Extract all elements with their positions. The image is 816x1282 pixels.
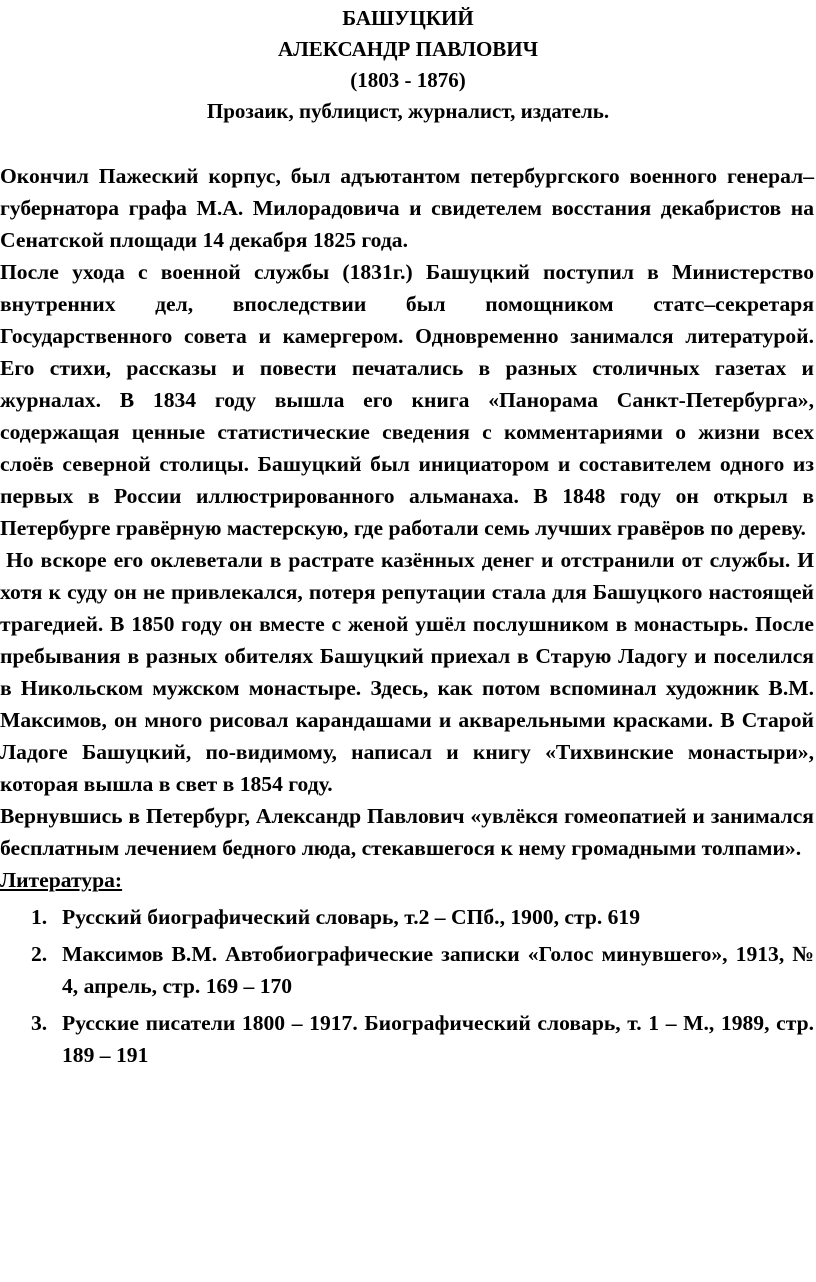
literature-item — [0, 938, 814, 1002]
literature-item — [0, 901, 814, 933]
literature-item-text: Максимов В.М. Автобиографические записки «Голос минувшего», 1913, № 4, апрель, стр. 169 – 170 — [62, 942, 814, 998]
literature-item — [0, 1007, 814, 1071]
literature-heading: Литература: — [0, 868, 123, 892]
author-name: АЛЕКСАНДР ПАВЛОВИЧ — [277, 37, 539, 61]
document-body — [0, 160, 814, 1076]
literature-item-number: 1. — [31, 905, 48, 929]
author-years: (1803 - 1876) — [350, 68, 466, 92]
literature-list — [0, 901, 814, 1071]
paragraph-monastery: Но вскоре его оклеветали в растрате казённых денег и отстранили от службы. И хотя к суду он не привлекался, потеря репутации стала для Башуцкого настоящей трагедией. В 1850 году он вместе с женой ушёл послушником в монастырь. После пребывания в разных обителях Башуцкий приехал в Старую Ладогу и поселился в Никольском мужском монастыре. Здесь, как потом вспоминал художник В.М. Максимов, он много рисовал карандашами и акварельными красками. В Старой Ладоге Башуцкий, по-видимому, написал и книгу «Тихвинские монастыри», которая вышла в свет в 1854 году. — [0, 548, 814, 796]
literature-item-text: Русский биографический словарь, т.2 – СПб., 1900, стр. 619 — [62, 905, 641, 929]
author-surname: БАШУЦКИЙ — [342, 6, 474, 30]
author-occupation: Прозаик, публицист, журналист, издатель. — [206, 99, 610, 123]
literature-item-text: Русские писатели 1800 – 1917. Биографический словарь, т. 1 – М., 1989, стр. 189 – 191 — [62, 1011, 814, 1067]
paragraph-return: Вернувшись в Петербург, Александр Павлович «увлёкся гомеопатией и занимался бесплатным лечением бедного люда, стекавшегося к нему громадными толпами». — [0, 804, 814, 860]
literature-item-number: 3. — [31, 1011, 48, 1035]
paragraph-career: После ухода с военной службы (1831г.) Башуцкий поступил в Министерство внутренних дел, впоследствии был помощником статс–секретаря Государственного совета и камергером. Одновременно занимался литературой. Его стихи, рассказы и повести печатались в разных столичных газетах и журналах. В 1834 году вышла его книга «Панорама Санкт-Петербурга», содержащая ценные статистические сведения с комментариями о жизни всех слоёв северной столицы. Башуцкий был инициатором и составителем одного из первых в России иллюстрированного альманаха. В 1848 году он открыл в Петербурге гравёрную мастерскую, где работали семь лучших гравёров по дереву. — [0, 260, 814, 540]
paragraph-education: Окончил Пажеский корпус, был адъютантом петербургского военного генерал–губернатора графа М.А. Милорадовича и свидетелем восстания декабристов на Сенатской площади 14 декабря 1825 года. — [0, 164, 814, 252]
literature-item-number: 2. — [31, 942, 48, 966]
document-header — [0, 3, 816, 127]
